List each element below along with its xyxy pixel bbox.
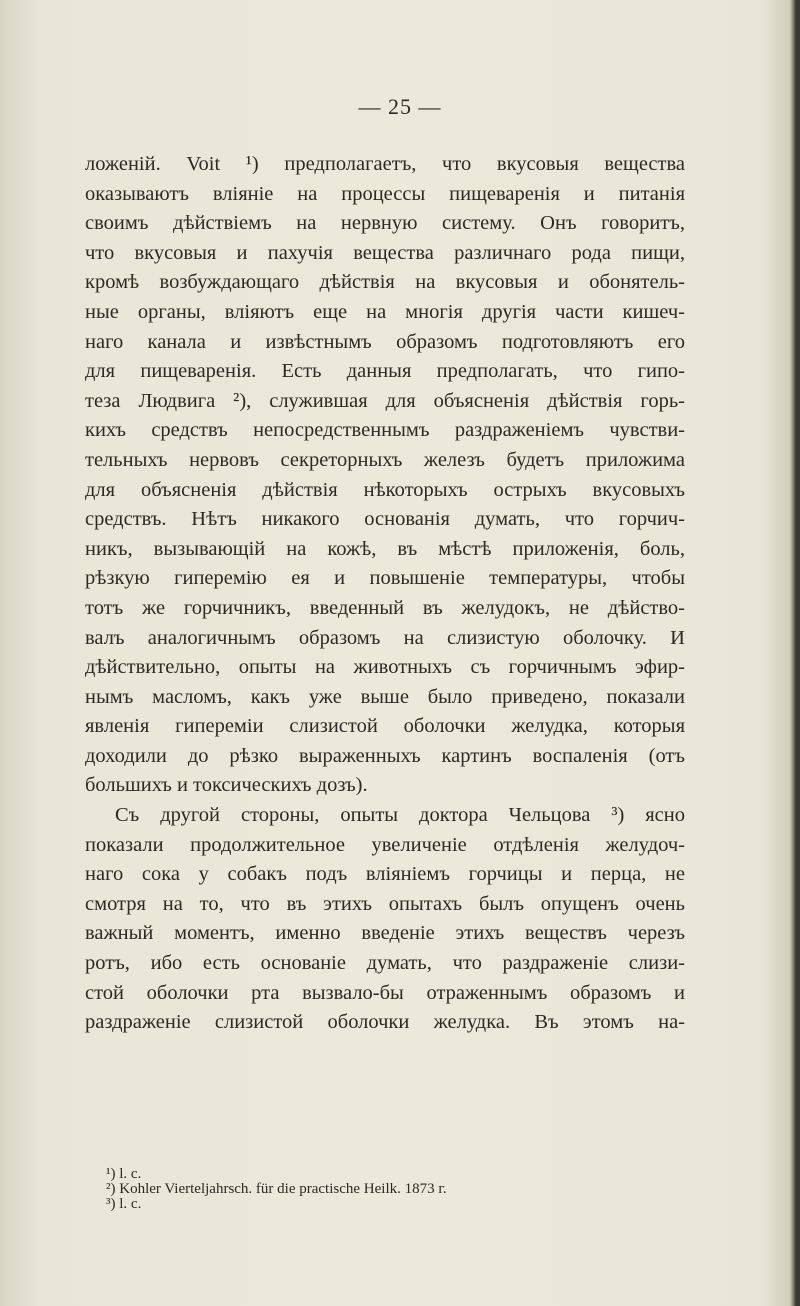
text-line: ложеній. Voit ¹) предполагаетъ, что вкусовыя вещества	[85, 153, 685, 175]
text-line: никъ, вызывающій на кожѣ, въ мѣстѣ приложенія, боль,	[85, 537, 685, 560]
text-line: валъ аналогичнымъ образомъ на слизистую оболочку. И	[85, 626, 685, 649]
text-line: тотъ же горчичникъ, введенный въ желудокъ, не дѣйство-	[85, 596, 685, 619]
text-line: для пищеваренія. Есть данныя предполагать, что гипо-	[85, 360, 685, 383]
text-line: кихъ средствъ непосредственнымъ раздраженіемъ чувстви-	[85, 419, 685, 442]
text-line: нымъ масломъ, какъ уже выше было приведено, показали	[85, 685, 685, 708]
text-line: Съ другой стороны, опыты доктора Чельцова ³) ясно	[115, 804, 685, 827]
text-line: для объясненія дѣйствія нѣкоторыхъ острыхъ вкусовыхъ	[85, 478, 685, 501]
text-line: раздраженіе слизистой оболочки желудка. Въ этомъ на-	[85, 1011, 685, 1034]
footnote: ³) l. c.	[106, 1196, 142, 1212]
text-line: что вкусовыя и пахучія вещества различнаго рода пищи,	[85, 241, 685, 264]
text-line: тельныхъ нервовъ секреторныхъ железъ будетъ приложима	[85, 448, 685, 471]
text-line: оказываютъ вліяніе на процессы пищеваренія и питанія	[85, 182, 685, 205]
page-number: — 25 —	[358, 94, 442, 119]
text-line: стой оболочки рта вызвало-бы отраженнымъ образомъ и	[85, 981, 685, 1004]
text-line: дѣйствительно, опыты на животныхъ съ горчичнымъ эфир-	[85, 656, 685, 679]
text-line: наго сока у собакъ подъ вліяніемъ горчицы и перца, не	[85, 863, 685, 886]
text-line: рѣзкую гиперемію ея и повышеніе температуры, чтобы	[85, 567, 685, 590]
text-line: теза Людвига ²), служившая для объясненія дѣйствія горь-	[85, 389, 685, 412]
text-line: смотря на то, что въ этихъ опытахъ былъ опущенъ очень	[85, 892, 685, 915]
text-line: своимъ дѣйствіемъ на нервную систему. Онъ говоритъ,	[85, 212, 685, 235]
text-line: явленія гипереміи слизистой оболочки желудка, которыя	[85, 715, 685, 738]
text-line: большихъ и токсическихъ дозъ).	[85, 774, 368, 797]
text-line: наго канала и извѣстнымъ образомъ подготовляютъ его	[85, 330, 685, 353]
text-line: средствъ. Нѣтъ никакого основанія думать, что горчич-	[85, 508, 685, 531]
text-line: показали продолжительное увеличеніе отдѣленія желудоч-	[85, 833, 685, 856]
text-line: доходили до рѣзко выраженныхъ картинъ воспаленія (отъ	[85, 744, 685, 767]
footnotes	[106, 1167, 706, 1212]
body-text	[85, 150, 685, 1038]
text-line: ные органы, вліяютъ еще на многія другія части кишеч-	[85, 300, 685, 323]
footnote: ¹) l. c.	[106, 1166, 142, 1182]
text-line: кромѣ возбуждающаго дѣйствія на вкусовыя и обонятель-	[85, 271, 685, 294]
footnote: ²) Kohler Vierteljahrsch. für die practische Heilk. 1873 г.	[106, 1181, 447, 1197]
text-line: ротъ, ибо есть основаніе думать, что раздраженіе слизи-	[85, 952, 685, 975]
text-line: важный моментъ, именно введеніе этихъ веществъ черезъ	[85, 922, 685, 945]
